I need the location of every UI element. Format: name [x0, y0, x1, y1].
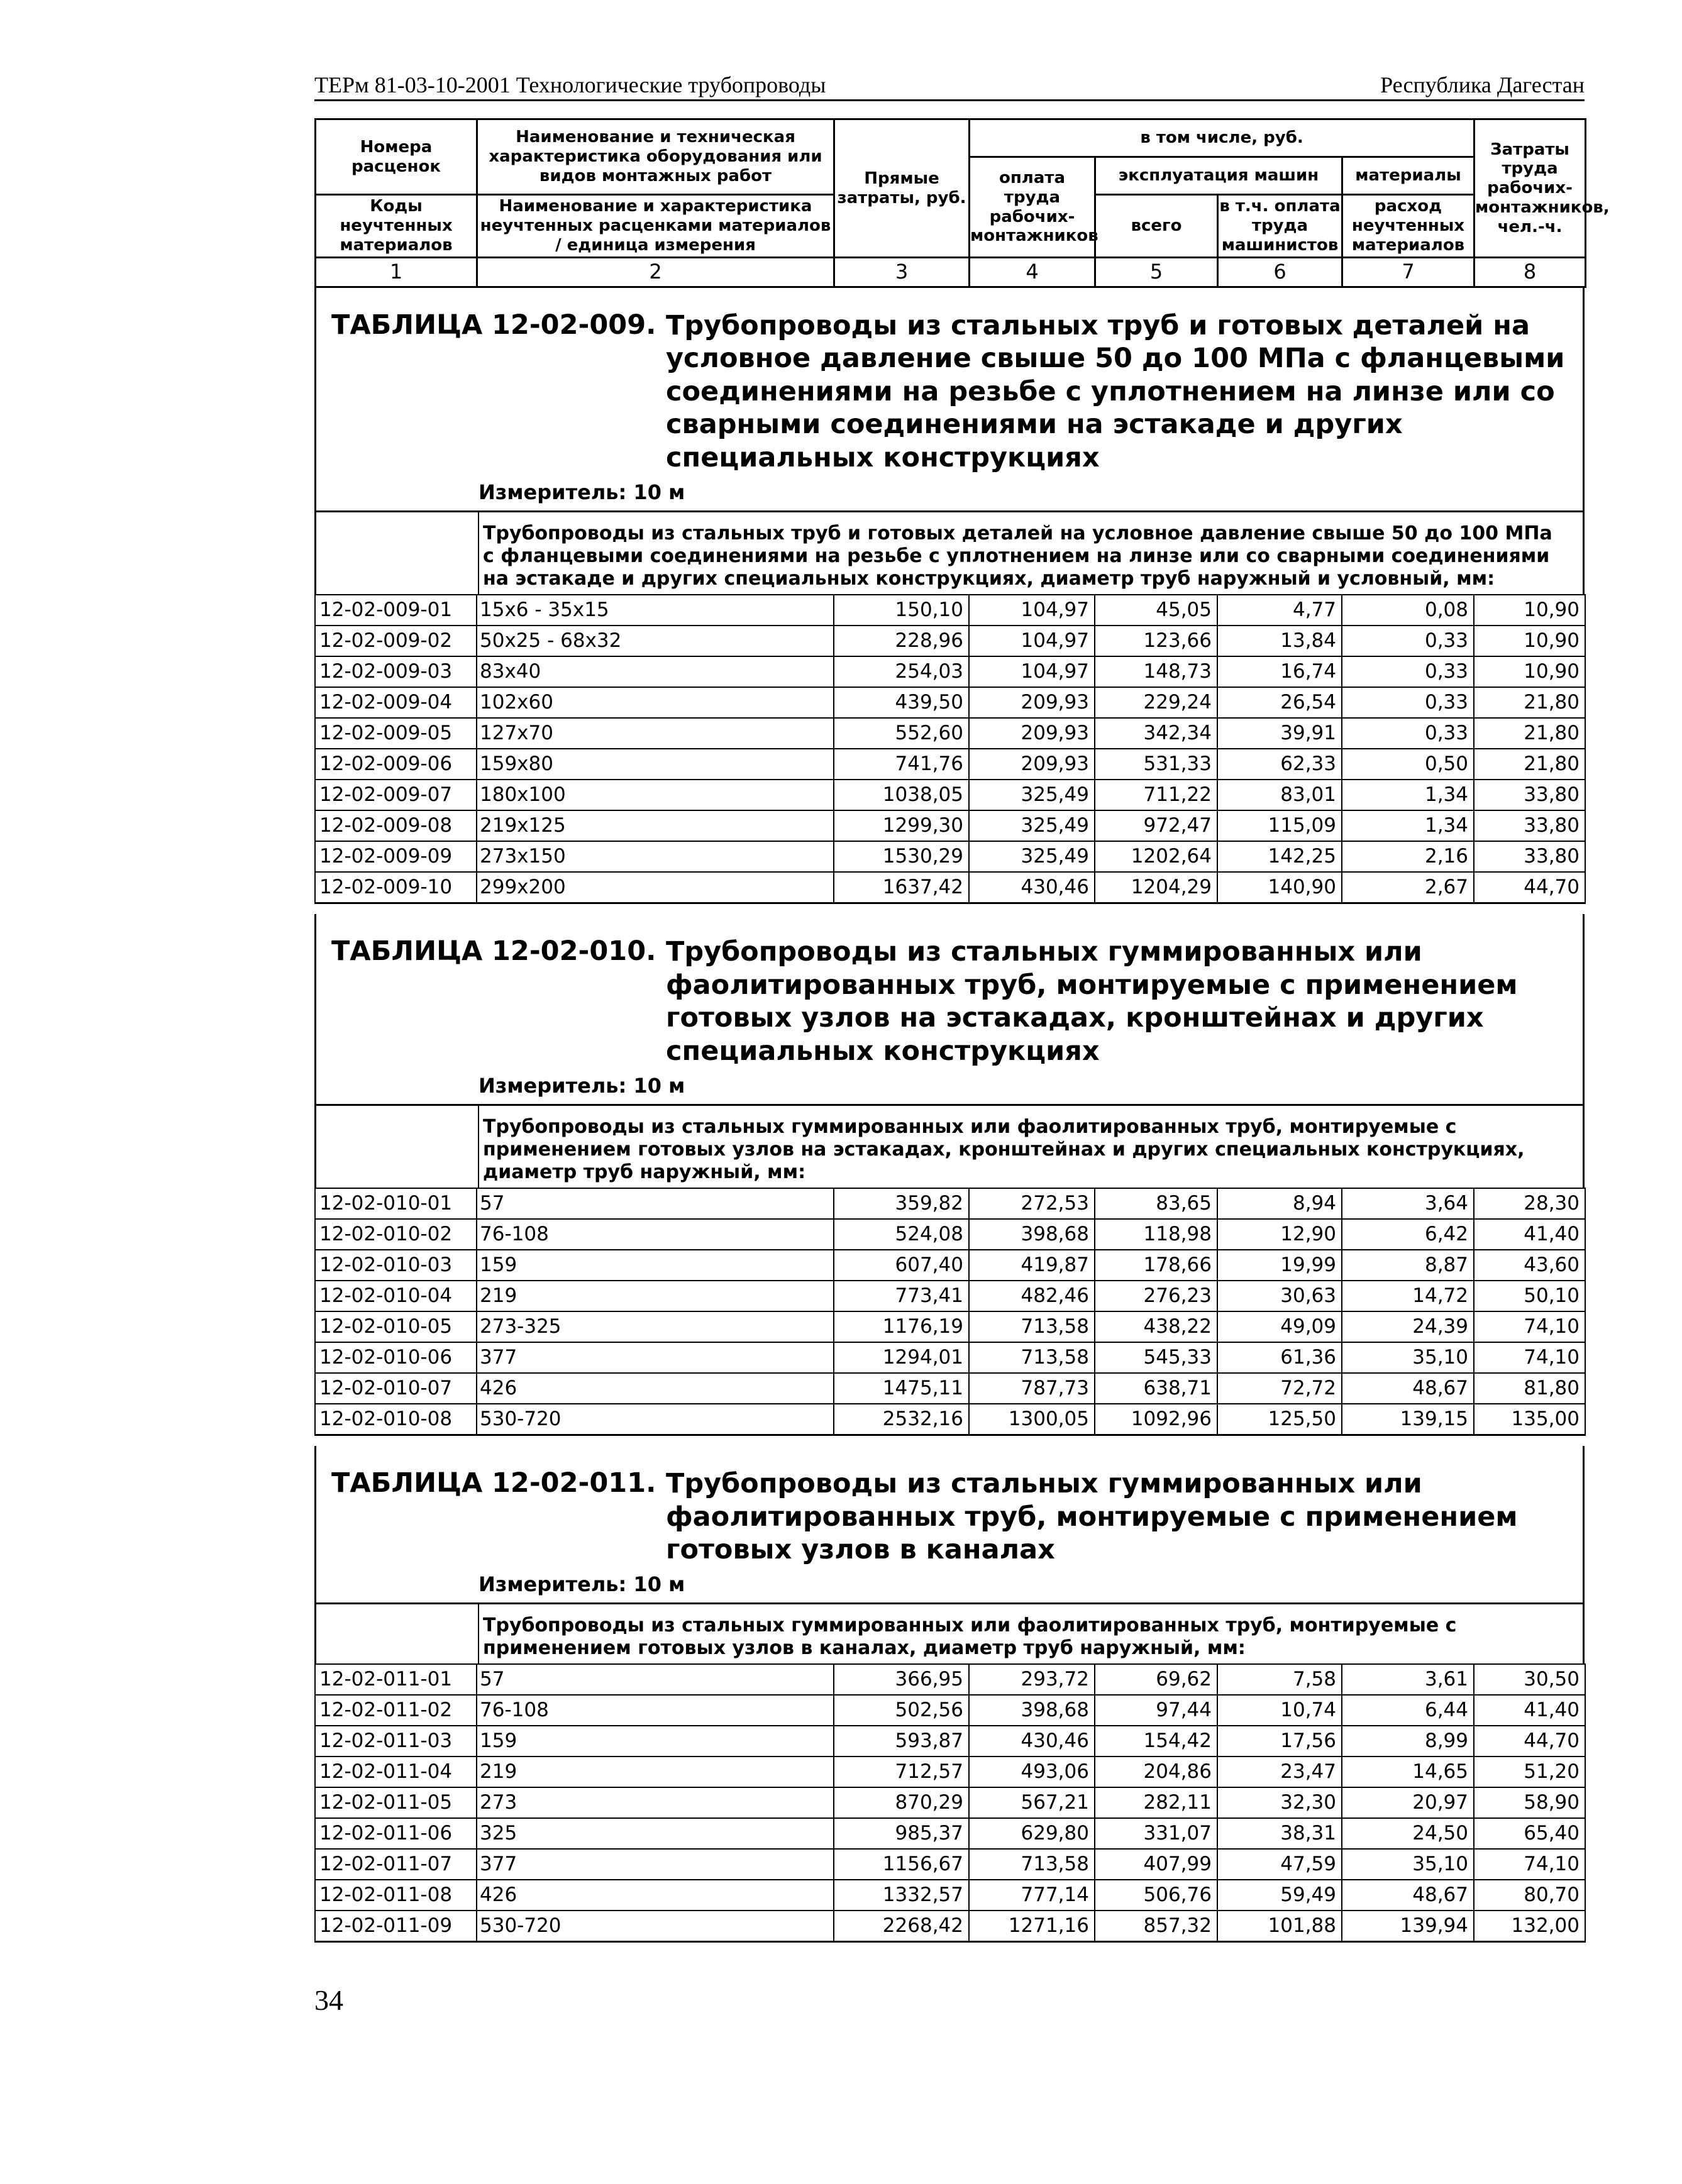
- table-row: [315, 1911, 1585, 1942]
- machine-total: 857,32: [1095, 1911, 1217, 1942]
- labor-hours: 65,40: [1474, 1818, 1585, 1849]
- labor-hours: 74,10: [1474, 1849, 1585, 1880]
- header-including: в том числе, руб.: [970, 119, 1475, 157]
- rate-tables: [314, 288, 1585, 1943]
- labor-hours: 41,40: [1474, 1695, 1585, 1726]
- worker-pay: 493,06: [969, 1757, 1095, 1787]
- header-material-names: Наименование и характеристика неучтенных расценками материалов / единица измерения: [477, 195, 834, 258]
- table-measure-unit: Измеритель: 10 м: [479, 1074, 685, 1098]
- operator-pay: 101,88: [1217, 1911, 1342, 1942]
- rate-code: 12-02-010-03: [315, 1250, 477, 1281]
- machine-total: 407,99: [1095, 1849, 1217, 1880]
- group-heading: [314, 512, 1585, 594]
- table-row: [315, 780, 1585, 810]
- direct-costs: 524,08: [834, 1219, 969, 1250]
- direct-costs: 150,10: [834, 595, 969, 626]
- header-work-name: Наименование и техническая характеристика оборудования или видов монтажных работ: [477, 119, 834, 195]
- direct-costs: 607,40: [834, 1250, 969, 1281]
- direct-costs: 1176,19: [834, 1311, 969, 1342]
- table-label: ТАБЛИЦА: [331, 309, 483, 341]
- labor-hours: 135,00: [1474, 1404, 1585, 1435]
- operator-pay: 38,31: [1217, 1818, 1342, 1849]
- unaccounted-materials: 3,64: [1342, 1188, 1474, 1219]
- document-title: ТЕРм 81-03-10-2001 Технологические трубопроводы: [314, 72, 826, 97]
- work-description: 426: [477, 1880, 834, 1911]
- worker-pay: 787,73: [969, 1373, 1095, 1404]
- worker-pay: 293,72: [969, 1664, 1095, 1695]
- table-row: [315, 1342, 1585, 1373]
- worker-pay: 325,49: [969, 841, 1095, 872]
- worker-pay: 104,97: [969, 626, 1095, 656]
- table-row: [315, 1404, 1585, 1435]
- group-heading: [314, 1604, 1585, 1663]
- unaccounted-materials: 1,34: [1342, 780, 1474, 810]
- table-section-heading: [314, 288, 1585, 512]
- operator-pay: 47,59: [1217, 1849, 1342, 1880]
- rate-code: 12-02-009-05: [315, 718, 477, 749]
- operator-pay: 59,49: [1217, 1880, 1342, 1911]
- table-row: [315, 1188, 1585, 1219]
- rate-code: 12-02-010-02: [315, 1219, 477, 1250]
- worker-pay: 713,58: [969, 1849, 1095, 1880]
- unaccounted-materials: 14,72: [1342, 1281, 1474, 1311]
- group-heading-text: Трубопроводы из стальных гуммированных или фаолитированных труб, монтируемые с применением готовых узлов на эстакадах, кронштейнах и других специальных конструкциях, диаметр труб наружный, мм:: [478, 1106, 1583, 1188]
- table-row: [315, 1880, 1585, 1911]
- unaccounted-materials: 6,44: [1342, 1695, 1474, 1726]
- machine-total: 282,11: [1095, 1787, 1217, 1818]
- header-direct-costs: Прямые затраты, руб.: [834, 119, 970, 258]
- machine-total: 638,71: [1095, 1373, 1217, 1404]
- rate-code: 12-02-009-09: [315, 841, 477, 872]
- rate-code: 12-02-009-10: [315, 872, 477, 903]
- unaccounted-materials: 35,10: [1342, 1849, 1474, 1880]
- unaccounted-materials: 139,94: [1342, 1911, 1474, 1942]
- column-number: 4: [970, 258, 1095, 287]
- running-head: [314, 68, 1585, 101]
- work-description: 57: [477, 1664, 834, 1695]
- header-materials: материалы: [1342, 157, 1475, 195]
- rate-table: [314, 1188, 1586, 1436]
- machine-total: 276,23: [1095, 1281, 1217, 1311]
- machine-total: 331,07: [1095, 1818, 1217, 1849]
- page-content: [314, 118, 1610, 1943]
- work-description: 530-720: [477, 1404, 834, 1435]
- header-column-numbers: [316, 258, 1586, 287]
- machine-total: 972,47: [1095, 810, 1217, 841]
- worker-pay: 398,68: [969, 1219, 1095, 1250]
- table-row: [315, 1787, 1585, 1818]
- labor-hours: 81,80: [1474, 1373, 1585, 1404]
- labor-hours: 21,80: [1474, 749, 1585, 780]
- labor-hours: 28,30: [1474, 1188, 1585, 1219]
- column-number: 8: [1475, 258, 1586, 287]
- worker-pay: 419,87: [969, 1250, 1095, 1281]
- machine-total: 545,33: [1095, 1342, 1217, 1373]
- work-description: 83x40: [477, 656, 834, 687]
- worker-pay: 713,58: [969, 1342, 1095, 1373]
- direct-costs: 552,60: [834, 718, 969, 749]
- work-description: 159x80: [477, 749, 834, 780]
- table-row: [315, 1818, 1585, 1849]
- rate-code: 12-02-011-06: [315, 1818, 477, 1849]
- table-row: [315, 718, 1585, 749]
- direct-costs: 1332,57: [834, 1880, 969, 1911]
- unaccounted-materials: 48,67: [1342, 1373, 1474, 1404]
- direct-costs: 1475,11: [834, 1373, 969, 1404]
- machine-total: 69,62: [1095, 1664, 1217, 1695]
- header-unaccounted-materials: расход неучтенных материалов: [1342, 195, 1475, 258]
- table-code: 12-02-009.: [492, 309, 656, 341]
- table-row: [315, 841, 1585, 872]
- machine-total: 342,34: [1095, 718, 1217, 749]
- table-row: [315, 1311, 1585, 1342]
- operator-pay: 142,25: [1217, 841, 1342, 872]
- worker-pay: 777,14: [969, 1880, 1095, 1911]
- table-row: [315, 1664, 1585, 1695]
- machine-total: 1092,96: [1095, 1404, 1217, 1435]
- table-row: [315, 1281, 1585, 1311]
- table-row: [315, 1726, 1585, 1757]
- group-heading-text: Трубопроводы из стальных труб и готовых деталей на условное давление свыше 50 до 100 МПа с фланцевыми соединениями на резьбе с уплотнением на линзе или со сварными соединениями на эстакаде и других специальных конструкциях, диаметр труб наружный и условный, мм:: [478, 512, 1583, 594]
- operator-pay: 39,91: [1217, 718, 1342, 749]
- rate-code: 12-02-011-04: [315, 1757, 477, 1787]
- unaccounted-materials: 20,97: [1342, 1787, 1474, 1818]
- labor-hours: 132,00: [1474, 1911, 1585, 1942]
- machine-total: 531,33: [1095, 749, 1217, 780]
- unaccounted-materials: 0,33: [1342, 656, 1474, 687]
- direct-costs: 870,29: [834, 1787, 969, 1818]
- labor-hours: 21,80: [1474, 718, 1585, 749]
- machine-total: 118,98: [1095, 1219, 1217, 1250]
- machine-total: 438,22: [1095, 1311, 1217, 1342]
- labor-hours: 21,80: [1474, 687, 1585, 718]
- direct-costs: 593,87: [834, 1726, 969, 1757]
- work-description: 50x25 - 68x32: [477, 626, 834, 656]
- machine-total: 1204,29: [1095, 872, 1217, 903]
- worker-pay: 1300,05: [969, 1404, 1095, 1435]
- header-material-codes: Коды неучтенных материалов: [316, 195, 477, 258]
- worker-pay: 482,46: [969, 1281, 1095, 1311]
- table-label: ТАБЛИЦА: [331, 935, 483, 968]
- operator-pay: 4,77: [1217, 595, 1342, 626]
- work-description: 57: [477, 1188, 834, 1219]
- unaccounted-materials: 0,33: [1342, 718, 1474, 749]
- work-description: 76-108: [477, 1219, 834, 1250]
- operator-pay: 32,30: [1217, 1787, 1342, 1818]
- table-section-heading: [314, 914, 1585, 1106]
- worker-pay: 430,46: [969, 1726, 1095, 1757]
- machine-total: 506,76: [1095, 1880, 1217, 1911]
- operator-pay: 62,33: [1217, 749, 1342, 780]
- unaccounted-materials: 6,42: [1342, 1219, 1474, 1250]
- column-number: 7: [1342, 258, 1475, 287]
- table-row: [315, 1849, 1585, 1880]
- work-description: 273-325: [477, 1311, 834, 1342]
- unaccounted-materials: 8,99: [1342, 1726, 1474, 1757]
- unaccounted-materials: 24,39: [1342, 1311, 1474, 1342]
- work-description: 530-720: [477, 1911, 834, 1942]
- operator-pay: 61,36: [1217, 1342, 1342, 1373]
- labor-hours: 74,10: [1474, 1311, 1585, 1342]
- worker-pay: 104,97: [969, 595, 1095, 626]
- labor-hours: 10,90: [1474, 626, 1585, 656]
- operator-pay: 49,09: [1217, 1311, 1342, 1342]
- labor-hours: 30,50: [1474, 1664, 1585, 1695]
- unaccounted-materials: 1,34: [1342, 810, 1474, 841]
- worker-pay: 325,49: [969, 810, 1095, 841]
- worker-pay: 713,58: [969, 1311, 1095, 1342]
- direct-costs: 502,56: [834, 1695, 969, 1726]
- labor-hours: 33,80: [1474, 810, 1585, 841]
- direct-costs: 773,41: [834, 1281, 969, 1311]
- worker-pay: 629,80: [969, 1818, 1095, 1849]
- operator-pay: 125,50: [1217, 1404, 1342, 1435]
- direct-costs: 741,76: [834, 749, 969, 780]
- table-row: [315, 1250, 1585, 1281]
- rate-code: 12-02-011-02: [315, 1695, 477, 1726]
- labor-hours: 10,90: [1474, 595, 1585, 626]
- unaccounted-materials: 14,65: [1342, 1757, 1474, 1787]
- table-title-text: Трубопроводы из стальных гуммированных или фаолитированных труб, монтируемые с применением готовых узлов в каналах: [666, 1468, 1518, 1565]
- rate-code: 12-02-010-05: [315, 1311, 477, 1342]
- header-labor-costs: Затраты труда рабочих-монтажников, чел.-ч.: [1475, 119, 1586, 258]
- work-description: 76-108: [477, 1695, 834, 1726]
- table-section-heading: [314, 1446, 1585, 1604]
- worker-pay: 104,97: [969, 656, 1095, 687]
- rate-code: 12-02-011-08: [315, 1880, 477, 1911]
- rate-code: 12-02-010-07: [315, 1373, 477, 1404]
- table-label: ТАБЛИЦА: [331, 1467, 483, 1499]
- work-description: 273: [477, 1787, 834, 1818]
- worker-pay: 325,49: [969, 780, 1095, 810]
- unaccounted-materials: 2,16: [1342, 841, 1474, 872]
- operator-pay: 16,74: [1217, 656, 1342, 687]
- rate-code: 12-02-009-02: [315, 626, 477, 656]
- rate-code: 12-02-009-03: [315, 656, 477, 687]
- machine-total: 154,42: [1095, 1726, 1217, 1757]
- column-header-table: [314, 118, 1610, 288]
- worker-pay: 430,46: [969, 872, 1095, 903]
- operator-pay: 13,84: [1217, 626, 1342, 656]
- operator-pay: 19,99: [1217, 1250, 1342, 1281]
- rate-code: 12-02-009-04: [315, 687, 477, 718]
- worker-pay: 398,68: [969, 1695, 1095, 1726]
- work-description: 219: [477, 1281, 834, 1311]
- direct-costs: 1294,01: [834, 1342, 969, 1373]
- header-machine-operation: эксплуатация машин: [1095, 157, 1342, 195]
- machine-total: 148,73: [1095, 656, 1217, 687]
- rate-code: 12-02-011-01: [315, 1664, 477, 1695]
- labor-hours: 44,70: [1474, 1726, 1585, 1757]
- table-row: [315, 872, 1585, 903]
- work-description: 15x6 - 35x15: [477, 595, 834, 626]
- rate-code: 12-02-011-05: [315, 1787, 477, 1818]
- work-description: 299x200: [477, 872, 834, 903]
- table-title: [316, 914, 1583, 1067]
- direct-costs: 1038,05: [834, 780, 969, 810]
- work-description: 377: [477, 1849, 834, 1880]
- work-description: 273x150: [477, 841, 834, 872]
- region-name: Республика Дагестан: [1380, 72, 1585, 97]
- column-number: 2: [477, 258, 834, 287]
- worker-pay: 1271,16: [969, 1911, 1095, 1942]
- direct-costs: 712,57: [834, 1757, 969, 1787]
- table-row: [315, 595, 1585, 626]
- machine-total: 711,22: [1095, 780, 1217, 810]
- work-description: 219: [477, 1757, 834, 1787]
- machine-total: 123,66: [1095, 626, 1217, 656]
- unaccounted-materials: 0,50: [1342, 749, 1474, 780]
- header-rate-number: Номера расценок: [316, 119, 477, 195]
- machine-total: 178,66: [1095, 1250, 1217, 1281]
- unaccounted-materials: 48,67: [1342, 1880, 1474, 1911]
- labor-hours: 10,90: [1474, 656, 1585, 687]
- rate-code: 12-02-010-04: [315, 1281, 477, 1311]
- labor-hours: 58,90: [1474, 1787, 1585, 1818]
- column-number: 1: [316, 258, 477, 287]
- direct-costs: 439,50: [834, 687, 969, 718]
- header-operator-pay: в т.ч. оплата труда машинистов: [1218, 195, 1342, 258]
- unaccounted-materials: 139,15: [1342, 1404, 1474, 1435]
- direct-costs: 228,96: [834, 626, 969, 656]
- work-description: 159: [477, 1726, 834, 1757]
- worker-pay: 567,21: [969, 1787, 1095, 1818]
- operator-pay: 72,72: [1217, 1373, 1342, 1404]
- table-row: [315, 656, 1585, 687]
- direct-costs: 1156,67: [834, 1849, 969, 1880]
- labor-hours: 41,40: [1474, 1219, 1585, 1250]
- table-row: [315, 1695, 1585, 1726]
- worker-pay: 209,93: [969, 749, 1095, 780]
- column-number: 6: [1218, 258, 1342, 287]
- direct-costs: 985,37: [834, 1818, 969, 1849]
- unaccounted-materials: 3,61: [1342, 1664, 1474, 1695]
- work-description: 426: [477, 1373, 834, 1404]
- rate-table: [314, 594, 1586, 904]
- operator-pay: 140,90: [1217, 872, 1342, 903]
- operator-pay: 83,01: [1217, 780, 1342, 810]
- page-number: 34: [314, 1984, 343, 2016]
- machine-total: 1202,64: [1095, 841, 1217, 872]
- header-worker-pay: оплата труда рабочих-монтажников: [970, 157, 1095, 258]
- direct-costs: 1530,29: [834, 841, 969, 872]
- labor-hours: 80,70: [1474, 1880, 1585, 1911]
- labor-hours: 33,80: [1474, 841, 1585, 872]
- work-description: 377: [477, 1342, 834, 1373]
- direct-costs: 1299,30: [834, 810, 969, 841]
- machine-total: 229,24: [1095, 687, 1217, 718]
- direct-costs: 254,03: [834, 656, 969, 687]
- operator-pay: 12,90: [1217, 1219, 1342, 1250]
- header-machine-total: всего: [1095, 195, 1218, 258]
- rate-code: 12-02-011-09: [315, 1911, 477, 1942]
- work-description: 102x60: [477, 687, 834, 718]
- direct-costs: 2268,42: [834, 1911, 969, 1942]
- direct-costs: 2532,16: [834, 1404, 969, 1435]
- table-title-text: Трубопроводы из стальных гуммированных или фаолитированных труб, монтируемые с применением готовых узлов на эстакадах, кронштейнах и других специальных конструкциях: [666, 936, 1518, 1067]
- group-heading: [314, 1106, 1585, 1188]
- unaccounted-materials: 0,33: [1342, 687, 1474, 718]
- machine-total: 97,44: [1095, 1695, 1217, 1726]
- work-description: 180x100: [477, 780, 834, 810]
- table-row: [315, 1373, 1585, 1404]
- operator-pay: 17,56: [1217, 1726, 1342, 1757]
- table-row: [315, 687, 1585, 718]
- table-row: [315, 626, 1585, 656]
- work-description: 159: [477, 1250, 834, 1281]
- operator-pay: 26,54: [1217, 687, 1342, 718]
- table-measure-unit: Измеритель: 10 м: [479, 1572, 685, 1597]
- table-code: 12-02-011.: [492, 1467, 656, 1499]
- operator-pay: 30,63: [1217, 1281, 1342, 1311]
- group-heading-text: Трубопроводы из стальных гуммированных или фаолитированных труб, монтируемые с применением готовых узлов в каналах, диаметр труб наружный, мм:: [478, 1604, 1583, 1663]
- worker-pay: 209,93: [969, 718, 1095, 749]
- table-measure-unit: Измеритель: 10 м: [479, 480, 685, 505]
- operator-pay: 10,74: [1217, 1695, 1342, 1726]
- rate-code: 12-02-009-07: [315, 780, 477, 810]
- table-row: [315, 749, 1585, 780]
- direct-costs: 1637,42: [834, 872, 969, 903]
- unaccounted-materials: 0,33: [1342, 626, 1474, 656]
- labor-hours: 44,70: [1474, 872, 1585, 903]
- rate-code: 12-02-010-08: [315, 1404, 477, 1435]
- labor-hours: 51,20: [1474, 1757, 1585, 1787]
- worker-pay: 209,93: [969, 687, 1095, 718]
- machine-total: 45,05: [1095, 595, 1217, 626]
- unaccounted-materials: 35,10: [1342, 1342, 1474, 1373]
- rate-table: [314, 1663, 1586, 1943]
- rate-code: 12-02-009-01: [315, 595, 477, 626]
- rate-code: 12-02-009-08: [315, 810, 477, 841]
- table-title: [316, 288, 1583, 474]
- table-row: [315, 1219, 1585, 1250]
- rate-code: 12-02-010-01: [315, 1188, 477, 1219]
- table-code: 12-02-010.: [492, 935, 656, 968]
- worker-pay: 272,53: [969, 1188, 1095, 1219]
- column-number: 3: [834, 258, 970, 287]
- table-row: [315, 1757, 1585, 1787]
- table-title-text: Трубопроводы из стальных труб и готовых деталей на условное давление свыше 50 до 100 МПа с фланцевыми соединениями на резьбе с уплотнением на линзе или со сварными соединениями на эстакаде и других специальных конструкциях: [666, 310, 1565, 473]
- labor-hours: 33,80: [1474, 780, 1585, 810]
- machine-total: 83,65: [1095, 1188, 1217, 1219]
- rate-code: 12-02-011-07: [315, 1849, 477, 1880]
- machine-total: 204,86: [1095, 1757, 1217, 1787]
- direct-costs: 366,95: [834, 1664, 969, 1695]
- rate-code: 12-02-009-06: [315, 749, 477, 780]
- rate-code: 12-02-011-03: [315, 1726, 477, 1757]
- operator-pay: 7,58: [1217, 1664, 1342, 1695]
- operator-pay: 8,94: [1217, 1188, 1342, 1219]
- table-title: [316, 1446, 1583, 1566]
- labor-hours: 74,10: [1474, 1342, 1585, 1373]
- labor-hours: 43,60: [1474, 1250, 1585, 1281]
- unaccounted-materials: 0,08: [1342, 595, 1474, 626]
- operator-pay: 23,47: [1217, 1757, 1342, 1787]
- work-description: 219x125: [477, 810, 834, 841]
- column-number: 5: [1095, 258, 1218, 287]
- operator-pay: 115,09: [1217, 810, 1342, 841]
- work-description: 325: [477, 1818, 834, 1849]
- unaccounted-materials: 2,67: [1342, 872, 1474, 903]
- work-description: 127x70: [477, 718, 834, 749]
- unaccounted-materials: 8,87: [1342, 1250, 1474, 1281]
- labor-hours: 50,10: [1474, 1281, 1585, 1311]
- rate-code: 12-02-010-06: [315, 1342, 477, 1373]
- table-row: [315, 810, 1585, 841]
- unaccounted-materials: 24,50: [1342, 1818, 1474, 1849]
- direct-costs: 359,82: [834, 1188, 969, 1219]
